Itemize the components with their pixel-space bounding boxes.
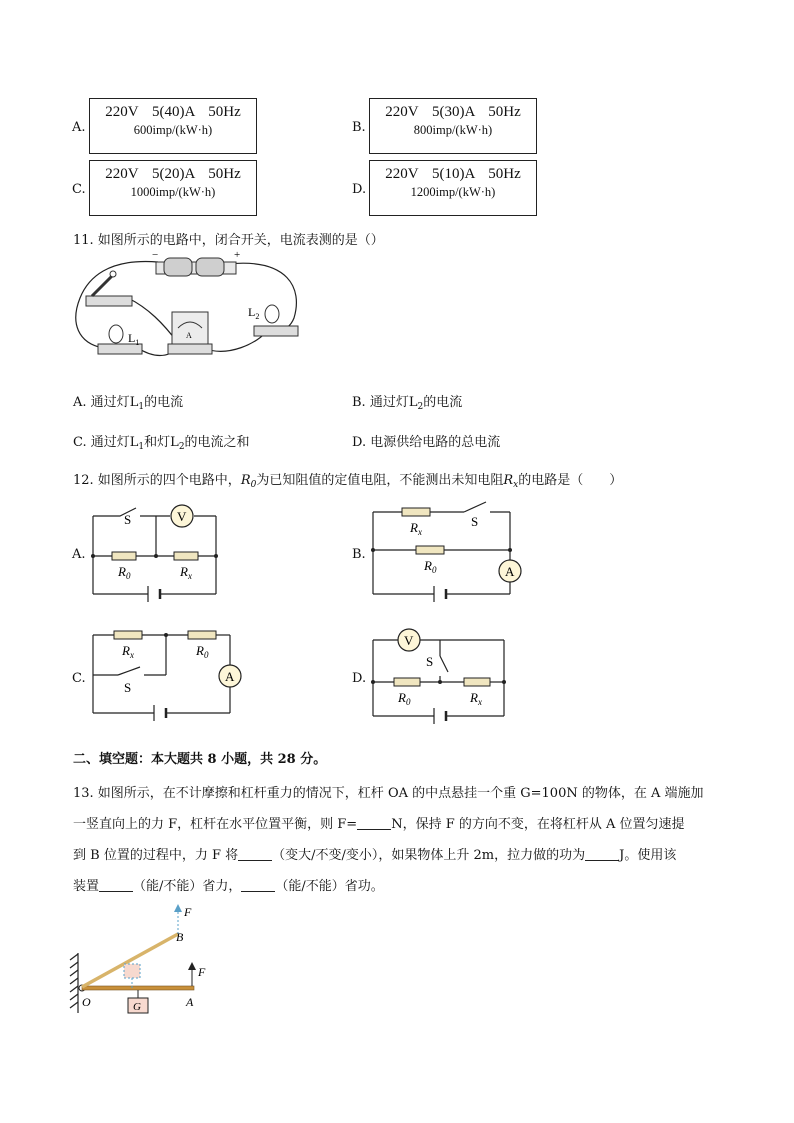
meter-rating: 220V 5(20)A 50Hz: [105, 166, 241, 182]
lamp-l2-label: $L_2$: [248, 305, 260, 321]
meter-nameplate-a: [89, 98, 257, 154]
circuit-b-letter: B.: [352, 547, 366, 562]
section-heading: 二、填空题：本大题共 8 小题，共 28 分。: [73, 752, 327, 767]
battery-positive-label: +: [234, 249, 241, 261]
wall-icon: [70, 953, 78, 1013]
svg-text:G: G: [133, 1001, 141, 1013]
option-letter: B.: [352, 120, 366, 135]
svg-text:A: A: [225, 669, 235, 684]
meter-constant: 800imp/(kW·h): [413, 123, 493, 137]
circuit-d-letter: D.: [352, 671, 367, 686]
q13-line2: 一竖直向上的力 F，杠杆在水平位置平衡，则 F= N，保持 F 的方向不变，在将杠杆从 A 位置匀速提: [73, 817, 685, 832]
option-letter: A.: [72, 120, 86, 135]
answer-blank[interactable]: [99, 879, 133, 892]
meter-constant: 600imp/(kW·h): [133, 123, 213, 137]
resistor-rx: [114, 631, 142, 639]
svg-text:Rx: $R_x$: [410, 520, 422, 537]
svg-text:Rx: $R_x$: [470, 690, 482, 707]
resistor-r0: [188, 631, 216, 639]
answer-blank[interactable]: [238, 848, 272, 861]
svg-text:A: A: [186, 331, 192, 340]
meter-rating: 220V 5(30)A 50Hz: [385, 104, 521, 120]
ammeter-icon: [168, 312, 212, 354]
lamp-l1-icon: [98, 325, 142, 354]
option-letter: D.: [352, 182, 367, 197]
resistor-rx: [464, 678, 490, 686]
q13-line3: 到 B 位置的过程中，力 F 将 （变大/不变/变小），如果物体上升 2m，拉力做的功为 J。使用该: [73, 848, 677, 863]
meter-rating: 220V 5(40)A 50Hz: [105, 104, 241, 120]
circuit-b-figure: [368, 498, 528, 608]
svg-text:Rx: $R_x$: [122, 643, 134, 660]
meter-constant: 1200imp/(kW·h): [410, 185, 496, 199]
lamp-l1-label: $L_1$: [128, 331, 140, 347]
q11-option-c: C. 通过灯$L_1$和灯$L_2$的电流之和: [73, 435, 250, 452]
q11-option-b: B. 通过灯$L_2$的电流: [352, 395, 463, 412]
meter-rating: 220V 5(10)A 50Hz: [385, 166, 521, 182]
circuit-d-figure: [368, 626, 518, 726]
battery-icon: [152, 249, 240, 276]
meter-nameplate-d: [369, 160, 537, 216]
svg-text:R0: $R_0$: [398, 690, 411, 707]
resistor-rx: [174, 552, 198, 560]
svg-text:S: S: [426, 654, 434, 669]
svg-text:S: S: [471, 514, 479, 529]
svg-text:S: S: [124, 680, 132, 695]
answer-blank[interactable]: [241, 879, 275, 892]
svg-text:R0: $R_0$: [424, 558, 437, 575]
answer-blank[interactable]: [585, 848, 619, 861]
svg-text:B: B: [176, 930, 184, 944]
resistor-rx: [402, 508, 430, 516]
answer-blank[interactable]: [357, 817, 391, 830]
lever-oa: [82, 986, 194, 990]
meter-constant: 1000imp/(kW·h): [130, 185, 216, 199]
svg-text:R0: $R_0$: [118, 564, 131, 581]
svg-text:F: F: [184, 905, 192, 919]
switch-icon: [86, 271, 132, 306]
circuit-c-letter: C.: [72, 671, 86, 686]
meter-nameplate-b: [369, 98, 537, 154]
lamp-l2-icon: [248, 305, 298, 336]
resistor-r0: [112, 552, 136, 560]
q13-line4: 装置 （能/不能）省力， （能/不能）省功。: [73, 879, 384, 894]
svg-text:S: S: [124, 512, 132, 527]
circuit-a-figure: [88, 500, 228, 605]
svg-text:V: V: [404, 633, 414, 648]
circuit-a-letter: A.: [72, 547, 86, 562]
q11-option-a: A. 通过灯$L_1$的电流: [73, 395, 184, 412]
svg-text:O: O: [82, 995, 91, 1009]
resistor-r0: [394, 678, 420, 686]
meter-nameplate-c: [89, 160, 257, 216]
resistor-r0: [416, 546, 444, 554]
option-letter: C.: [72, 182, 86, 197]
q12-stem: 12. 如图所示的四个电路中，$R_0$为已知阻值的定值电阻，不能测出未知电阻$R_x$的电路是（ ）: [73, 473, 623, 490]
svg-text:A: A: [505, 564, 515, 579]
lever-ob: [82, 934, 178, 987]
svg-text:A: A: [186, 995, 194, 1009]
svg-text:Rx: $R_x$: [180, 564, 192, 581]
battery-negative-label: −: [152, 249, 159, 261]
q11-stem: 11. 如图所示的电路中，闭合开关，电流表测的是（）: [73, 233, 384, 248]
q11-circuit-figure: [68, 248, 308, 368]
circuit-c-figure: [88, 625, 248, 725]
q11-option-d: D. 电源供给电路的总电流: [352, 435, 501, 450]
svg-text:V: V: [177, 509, 187, 524]
q13-lever-figure: [66, 898, 226, 1018]
svg-text:R0: $R_0$: [196, 643, 209, 660]
q13-line1: 13. 如图所示，在不计摩擦和杠杆重力的情况下，杠杆 OA 的中点悬挂一个重 G=100N 的物体，在 A 端施加: [73, 786, 704, 801]
svg-text:F: F: [198, 965, 206, 979]
